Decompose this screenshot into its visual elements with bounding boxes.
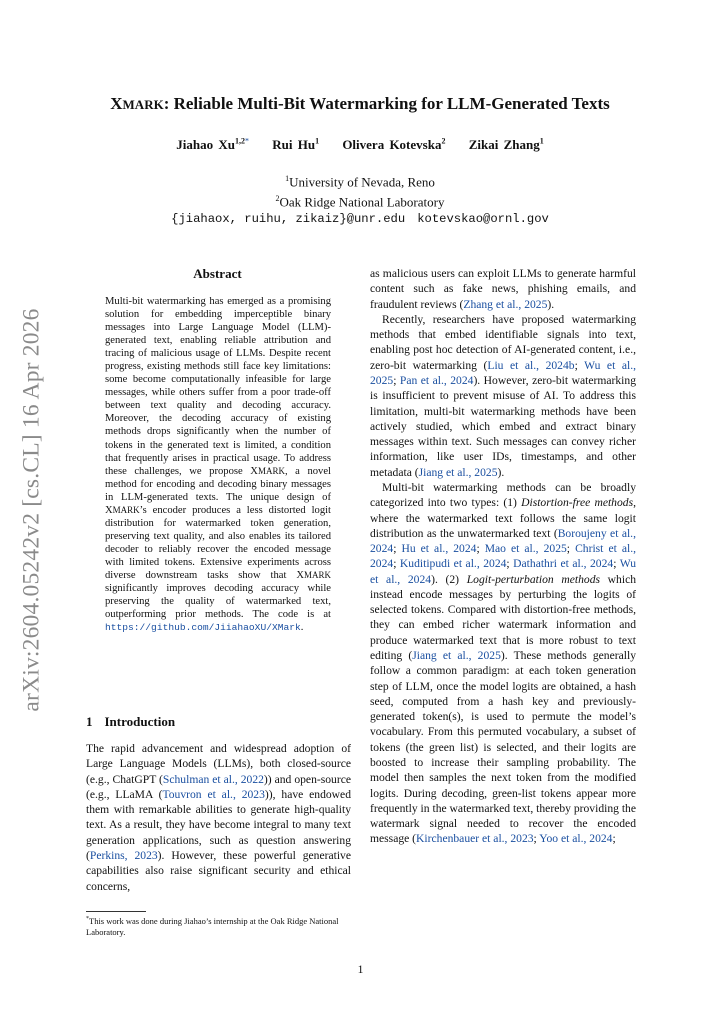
introduction-paragraph: The rapid advancement and widespread adoption of Large Language Models (LLMs), both closed-source (e.g., ChatGPT (Schulman et al., 2022)) and open-source (e.g., LLaMA (Touvron et al., 2023)), have endowed them with remarkable abilities to generate high-quality text. As a result, they have become integral to many text generation applications, such as question answering (Perkins, 2023). However, these powerful generative capabilities also raise significant security and ethical concerns, <box>86 742 352 893</box>
footnote-marker[interactable]: * <box>244 137 249 146</box>
email-line: {jiahaox, ruihu, zikaiz}@unr.edu kotevskao@ornl.gov <box>171 211 549 226</box>
author-1: Jiahao $Xu^{1,2*}$ <box>176 137 249 153</box>
paper-title: XMARK: Reliable Multi-Bit Watermarking for LLM-Generated Texts <box>110 94 610 113</box>
citation-link[interactable]: Zhang et al., 2025 <box>463 297 548 311</box>
citation-link[interactable]: Christ et al., 2024 <box>370 542 637 571</box>
citation-link[interactable]: Mao et al., 2025 <box>484 542 567 556</box>
author-list <box>80 137 640 153</box>
citation-link[interactable]: Touvron et al., 2023 <box>162 787 265 801</box>
citation-link[interactable]: Schulman et al., 2022 <box>162 772 264 786</box>
citation-link[interactable]: Hu et al., 2024 <box>401 542 477 556</box>
footnote: *This work was done during Jiahao’s internship at the Oak Ridge National Laboratory. <box>86 915 339 937</box>
citation-link[interactable]: Pan et al., 2024 <box>399 373 474 387</box>
page-number: 1 <box>357 962 364 976</box>
citation-link[interactable]: Yoo et al., 2024 <box>539 832 613 846</box>
citation-link[interactable]: Kirchenbauer et al., 2023 <box>416 832 534 846</box>
citation-link[interactable]: Perkins, 2023 <box>89 849 158 863</box>
paragraph-continued: as malicious users can exploit LLMs to generate harmful content such as fake news, phishing emails, and fraudulent reviews (Zhang et al., 2025). <box>370 267 636 311</box>
citation-link[interactable]: Boroujeny et al., 2024 <box>370 526 636 556</box>
abstract-body: Multi-bit watermarking has emerged as a promising solution for embedding imperceptible binary messages into Large Language Model (LLM)-generated text, enabling reliable attribution and tracing of malicious usage of LLMs. Despite recent progress, existing methods still face key limitations: some become computationally infeasible for large messages, while others suffer from a poor trade-off between text quality and decoding accuracy. Moreover, the decoding accuracy of existing methods drops significantly when the number of tokens in the generated text is limited, a condition that frequently arises in practical usage. To address these challenges, we propose XMARK, a novel method for encoding and decoding binary messages in LLM-generated texts. The unique design of XMARK’s encoder produces a less distorted logit distribution for watermarked token generation, preserving text quality, and also enables its tailored decoder to reliably recover the encoded message with limited tokens. Extensive experiments across diverse downstream tasks show that XMARK significantly improves decoding accuracy while preserving the quality of watermarked text, outperforming prior methods. The code is at https://github.com/JiiahaoXU/XMark. <box>105 296 331 634</box>
right-column <box>370 266 636 847</box>
citation-link[interactable]: Dathathri et al., 2024 <box>513 557 614 571</box>
author-3: Olivera Kotevska$^2$ <box>342 137 446 153</box>
citation-link[interactable]: Jiang et al., 2025 <box>412 649 501 663</box>
citation-link[interactable]: Wu et al., 2024 <box>370 557 636 586</box>
code-link[interactable]: https://github.com/JiiahaoXU/XMark <box>105 622 301 634</box>
citation-link[interactable]: Jiang et al., 2025 <box>418 465 498 479</box>
paragraph-multi-bit: Multi-bit watermarking methods can be broadly categorized into two types: (1) Distortion-free methods, where the watermarked text follows the same logit distribution as the unwatermarked text (Boroujeny et al., 2024; Hu et al., 2024; Mao et al., 2025; Christ et al., 2024; Kuditipudi et al., 2024; Dathathri et al., 2024; Wu et al., 2024). (2) Logit-perturbation methods which instead encode messages by perturbing the logits of selected tokens. Compared with distortion-free methods, they can embed richer watermark information and produce watermarked text that is more robust to text editing (Jiang et al., 2025). These methods generally follow a common paradigm: at each token generation step of LLM, once the model logits are obtained, a hash seed, computed from a hash key and previously-generated token(s), is used to permute the model’s vocabulary. From this permuted vocabulary, a subset of tokens (the green list) is selected, and their logits are boosted to increase their sampling probability. The model then samples the next token from the modified logits. During decoding, green-list tokens appear more frequently in the watermarked text, thereby providing the watermark signal needed to recover the encoded message (Kirchenbauer et al., 2023; Yoo et al., 2024; <box>370 480 637 846</box>
citation-link[interactable]: Wu et al., 2025 <box>370 358 636 387</box>
author-2: Rui Hu$^1$ <box>272 137 320 153</box>
abstract-heading: Abstract <box>193 266 242 281</box>
author-4: Zikai Zhang$^1$ <box>468 137 544 153</box>
citation-link[interactable]: Liu et al., 2024b <box>487 358 575 372</box>
affiliation-2: $^2$Oak Ridge National Laboratory <box>275 193 445 210</box>
paragraph-zero-bit: Recently, researchers have proposed watermarking methods that embed identifiable signals into text, enabling post hoc detection of AI-generated content, i.e., zero-bit watermarking (Liu et al., 2024b; Wu et al., 2025; Pan et al., 2024). However, zero-bit watermarking is insufficient to prevent misuse of AI. To address this limitation, multi-bit watermarking methods have been actively studied, which embed and extract binary messages within text. Such messages can convey richer information, like user IDs, timestamps, and other metadata (Jiang et al., 2025). <box>370 312 636 479</box>
affiliation-1: $^1$University of Nevada, Reno <box>285 174 435 190</box>
arxiv-identifier: arXiv:2604.05242v2 [cs.CL] 16 Apr 2026 <box>18 308 45 712</box>
section-heading-introduction: 1 Introduction <box>86 714 176 729</box>
footnote-rule <box>86 911 146 912</box>
citation-link[interactable]: Kuditipudi et al., 2024 <box>399 557 507 571</box>
affiliations <box>80 171 640 227</box>
